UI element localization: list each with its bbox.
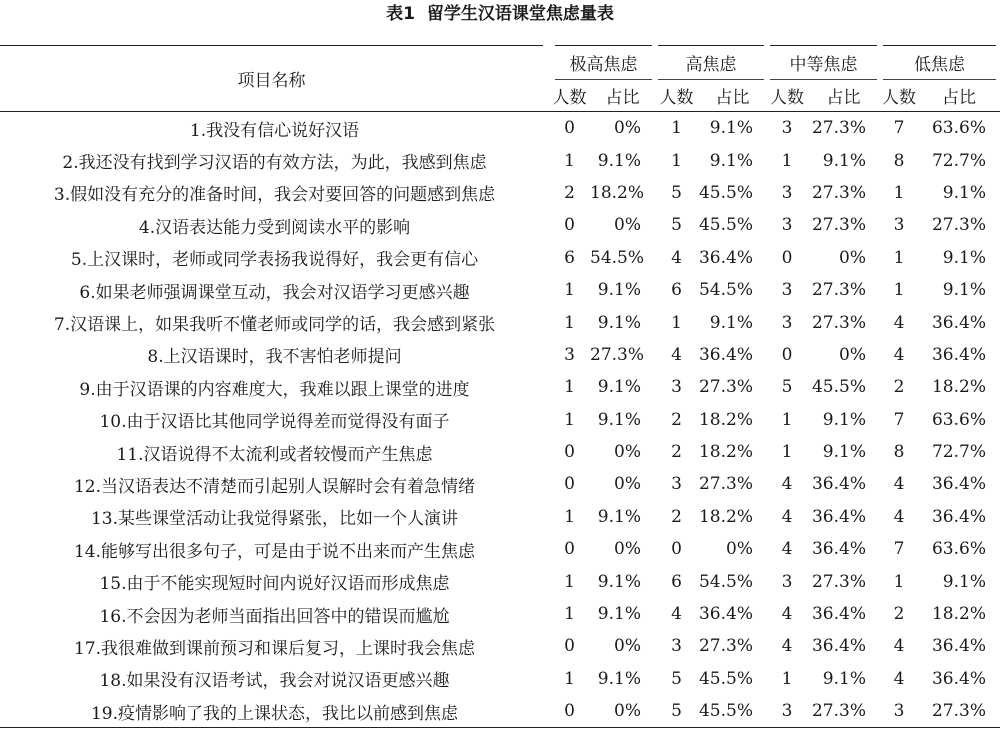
- table-row: [0, 177, 1000, 209]
- count-cell: 3: [671, 474, 682, 495]
- count-cell: 0: [549, 695, 590, 728]
- count-cell: 5: [671, 668, 682, 689]
- count-cell: 3: [781, 571, 793, 592]
- ratio-cell: 9.1%: [597, 280, 641, 301]
- item-name-cell: 12.当汉语表达不清楚而引起别人误解时会有着急情绪: [73, 476, 476, 497]
- group-header-high: 高焦虑: [655, 46, 767, 80]
- count-cell: 2: [671, 506, 682, 527]
- ratio-cell: 9.1%: [822, 150, 866, 171]
- count-cell: 5: [655, 695, 698, 728]
- sub-header-ratio: 占比: [918, 80, 1000, 112]
- table-row: [0, 436, 1000, 468]
- count-cell: 1: [564, 571, 575, 592]
- item-name-cell: 3.假如没有充分的准备时间，我会对要回答的问题感到焦虑: [53, 185, 496, 206]
- ratio-cell: 45.5%: [698, 215, 753, 236]
- count-cell: 0: [564, 442, 575, 463]
- ratio-cell: 0%: [726, 539, 753, 560]
- item-name-cell: 6.如果老师强调课堂互动，我会对汉语学习更感兴趣: [79, 282, 470, 303]
- ratio-cell: 9.1%: [597, 377, 641, 398]
- count-cell: 4: [893, 506, 905, 527]
- ratio-cell: 9.1%: [822, 668, 866, 689]
- count-cell: 4: [781, 539, 793, 560]
- table-row: [0, 533, 1000, 565]
- count-cell: 1: [564, 377, 575, 398]
- ratio-cell: 27.3%: [918, 695, 1000, 728]
- item-name-cell: 16.不会因为老师当面指出回答中的错误而尴尬: [99, 606, 450, 627]
- ratio-cell: 63.6%: [931, 409, 986, 430]
- count-cell: 4: [671, 247, 682, 268]
- item-name-cell: 13.某些课堂活动让我觉得紧张，比如一个人演讲: [90, 509, 459, 530]
- table-row: [0, 144, 1000, 176]
- ratio-cell: 45.5%: [698, 182, 753, 203]
- count-cell: 7: [893, 539, 905, 560]
- ratio-cell: 36.4%: [811, 474, 866, 495]
- count-cell: 1: [893, 571, 905, 592]
- table-row: [0, 663, 1000, 695]
- count-cell: 3: [781, 215, 793, 236]
- table-row: [0, 695, 1000, 728]
- table-row: [0, 371, 1000, 403]
- sub-header-ratio: 占比: [698, 80, 767, 112]
- ratio-cell: 9.1%: [597, 571, 641, 592]
- ratio-cell: 0%: [614, 539, 641, 560]
- count-cell: 1: [564, 506, 575, 527]
- count-cell: 4: [781, 506, 793, 527]
- count-cell: 4: [671, 604, 682, 625]
- table-row: [0, 112, 1000, 145]
- ratio-cell: 0%: [839, 344, 866, 365]
- count-cell: 1: [893, 280, 905, 301]
- count-cell: 7: [893, 118, 905, 139]
- ratio-cell: 63.6%: [931, 539, 986, 560]
- ratio-cell: 9.1%: [597, 668, 641, 689]
- table-row: [0, 306, 1000, 338]
- count-cell: 2: [671, 409, 682, 430]
- item-name-cell: 7.汉语课上，如果我听不懂老师或同学的话，我会感到紧张: [53, 315, 496, 336]
- count-cell: 3: [893, 215, 905, 236]
- count-cell: 8: [893, 442, 905, 463]
- sub-header-ratio: 占比: [807, 80, 880, 112]
- table-row: [0, 501, 1000, 533]
- count-cell: 0: [781, 344, 793, 365]
- ratio-cell: 54.5%: [590, 247, 645, 268]
- ratio-cell: 18.2%: [931, 604, 986, 625]
- count-cell: 3: [880, 695, 918, 728]
- count-cell: 6: [671, 571, 682, 592]
- ratio-cell: 36.4%: [811, 506, 866, 527]
- count-cell: 3: [671, 636, 682, 657]
- ratio-cell: 27.3%: [811, 118, 866, 139]
- ratio-cell: 9.1%: [597, 409, 641, 430]
- sub-header-count: 人数: [655, 80, 698, 112]
- item-name-cell: 5.上汉课时，老师或同学表扬我说得好，我会更有信心: [70, 250, 479, 271]
- count-cell: 1: [781, 409, 793, 430]
- ratio-cell: 9.1%: [597, 150, 641, 171]
- count-cell: 4: [893, 344, 905, 365]
- count-cell: 0: [564, 118, 575, 139]
- item-name-cell: 14.能够写出很多句子，可是由于说不出来而产生焦虑: [73, 541, 476, 562]
- count-cell: 1: [564, 280, 575, 301]
- ratio-cell: 36.4%: [931, 312, 986, 333]
- ratio-cell: 0%: [614, 474, 641, 495]
- count-cell: 0: [564, 215, 575, 236]
- ratio-cell: 27.3%: [811, 571, 866, 592]
- ratio-cell: 9.1%: [942, 571, 986, 592]
- count-cell: 1: [564, 312, 575, 333]
- count-cell: 1: [564, 409, 575, 430]
- count-cell: 3: [781, 312, 793, 333]
- ratio-cell: 27.3%: [698, 636, 753, 657]
- table-row: [0, 242, 1000, 274]
- ratio-cell: 18.2%: [590, 182, 645, 203]
- ratio-cell: 0%: [590, 695, 655, 728]
- item-name-cell: 11.汉语说得不太流利或者较慢而产生焦虑: [116, 444, 433, 465]
- ratio-cell: 36.4%: [931, 344, 986, 365]
- count-cell: 3: [564, 344, 575, 365]
- ratio-cell: 9.1%: [709, 150, 753, 171]
- sub-header-count: 人数: [880, 80, 918, 112]
- count-cell: 6: [671, 280, 682, 301]
- ratio-cell: 36.4%: [698, 604, 753, 625]
- count-cell: 2: [893, 604, 905, 625]
- count-cell: 2: [564, 182, 575, 203]
- item-name-cell: 4.汉语表达能力受到阅读水平的影响: [138, 217, 411, 238]
- table-row: [0, 274, 1000, 306]
- sub-header-ratio: 占比: [590, 80, 655, 112]
- count-cell: 4: [781, 636, 793, 657]
- ratio-cell: 36.4%: [811, 539, 866, 560]
- item-name-cell: 9.由于汉语课的内容难度大，我难以跟上课堂的进度: [79, 379, 470, 400]
- count-cell: 1: [781, 442, 793, 463]
- ratio-cell: 9.1%: [942, 182, 986, 203]
- count-cell: 1: [781, 668, 793, 689]
- table-row: [0, 598, 1000, 630]
- ratio-cell: 18.2%: [698, 409, 753, 430]
- ratio-cell: 27.3%: [811, 215, 866, 236]
- count-cell: 1: [564, 150, 575, 171]
- ratio-cell: 9.1%: [822, 409, 866, 430]
- ratio-cell: 36.4%: [931, 668, 986, 689]
- ratio-cell: 9.1%: [709, 118, 753, 139]
- count-cell: 6: [564, 247, 575, 268]
- count-cell: 7: [893, 409, 905, 430]
- ratio-cell: 9.1%: [597, 506, 641, 527]
- table-row: [0, 339, 1000, 371]
- table-row: [0, 209, 1000, 241]
- count-cell: 4: [893, 474, 905, 495]
- ratio-cell: 36.4%: [931, 636, 986, 657]
- count-cell: 1: [671, 150, 682, 171]
- ratio-cell: 9.1%: [822, 442, 866, 463]
- anxiety-scale-table: [0, 45, 1000, 728]
- ratio-cell: 54.5%: [698, 571, 753, 592]
- ratio-cell: 9.1%: [942, 280, 986, 301]
- item-name-cell: 10.由于汉语比其他同学说得差而觉得没有面子: [99, 412, 450, 433]
- ratio-cell: 0%: [614, 118, 641, 139]
- ratio-cell: 0%: [614, 215, 641, 236]
- count-cell: 3: [767, 695, 807, 728]
- count-cell: 4: [671, 344, 682, 365]
- ratio-cell: 45.5%: [698, 695, 767, 728]
- count-cell: 8: [893, 150, 905, 171]
- count-cell: 5: [781, 377, 793, 398]
- count-cell: 0: [671, 539, 682, 560]
- ratio-cell: 54.5%: [698, 280, 753, 301]
- table-number: 表1: [386, 4, 415, 24]
- ratio-cell: 0%: [839, 247, 866, 268]
- ratio-cell: 27.3%: [698, 474, 753, 495]
- ratio-cell: 45.5%: [698, 668, 753, 689]
- count-cell: 3: [671, 377, 682, 398]
- ratio-cell: 9.1%: [597, 604, 641, 625]
- count-cell: 1: [893, 182, 905, 203]
- count-cell: 1: [781, 150, 793, 171]
- table-title: 留学生汉语课堂焦虑量表: [426, 4, 614, 24]
- ratio-cell: 72.7%: [931, 150, 986, 171]
- ratio-cell: 9.1%: [709, 312, 753, 333]
- ratio-cell: 36.4%: [698, 247, 753, 268]
- sub-header-count: 人数: [549, 80, 590, 112]
- count-cell: 5: [671, 182, 682, 203]
- ratio-cell: 18.2%: [698, 506, 753, 527]
- ratio-cell: 27.3%: [811, 312, 866, 333]
- ratio-cell: 0%: [614, 636, 641, 657]
- ratio-cell: 27.3%: [698, 377, 753, 398]
- ratio-cell: 36.4%: [698, 344, 753, 365]
- count-cell: 1: [893, 247, 905, 268]
- count-cell: 1: [671, 118, 682, 139]
- count-cell: 1: [564, 604, 575, 625]
- ratio-cell: 36.4%: [931, 506, 986, 527]
- ratio-cell: 45.5%: [811, 377, 866, 398]
- item-name-cell: 17.我很难做到课前预习和课后复习，上课时我会焦虑: [73, 638, 476, 659]
- ratio-cell: 27.3%: [811, 280, 866, 301]
- ratio-cell: 36.4%: [931, 474, 986, 495]
- count-cell: 0: [564, 474, 575, 495]
- count-cell: 1: [564, 668, 575, 689]
- item-name-cell: 1.我没有信心说好汉语: [189, 120, 360, 141]
- count-cell: 0: [564, 636, 575, 657]
- count-cell: 3: [781, 280, 793, 301]
- ratio-cell: 0%: [614, 442, 641, 463]
- ratio-cell: 18.2%: [698, 442, 753, 463]
- item-name-cell: 8.上汉语课时，我不害怕老师提问: [147, 347, 402, 368]
- item-name-cell: 15.由于不能实现短时间内说好汉语而形成焦虑: [99, 574, 450, 595]
- count-cell: 4: [781, 474, 793, 495]
- ratio-cell: 18.2%: [931, 377, 986, 398]
- ratio-cell: 27.3%: [931, 215, 986, 236]
- item-name-header: 项目名称: [0, 46, 549, 112]
- count-cell: 5: [671, 215, 682, 236]
- group-header-medium: 中等焦虑: [767, 46, 880, 80]
- count-cell: 0: [781, 247, 793, 268]
- table-body: [0, 112, 1000, 728]
- count-cell: 4: [893, 636, 905, 657]
- table-row: [0, 630, 1000, 662]
- ratio-cell: 9.1%: [597, 312, 641, 333]
- table-row: [0, 404, 1000, 436]
- sub-header-count: 人数: [767, 80, 807, 112]
- count-cell: 2: [671, 442, 682, 463]
- table-row: [0, 565, 1000, 597]
- ratio-cell: 27.3%: [811, 182, 866, 203]
- ratio-cell: 27.3%: [807, 695, 880, 728]
- count-cell: 1: [671, 312, 682, 333]
- ratio-cell: 9.1%: [942, 247, 986, 268]
- group-header-very-high: 极高焦虑: [549, 46, 655, 80]
- item-name-cell: 19.疫情影响了我的上课状态，我比以前感到焦虑: [0, 695, 549, 728]
- ratio-cell: 36.4%: [811, 604, 866, 625]
- count-cell: 3: [781, 182, 793, 203]
- count-cell: 0: [564, 539, 575, 560]
- ratio-cell: 72.7%: [931, 442, 986, 463]
- item-name-cell: 2.我还没有找到学习汉语的有效方法，为此，我感到焦虑: [62, 153, 487, 174]
- count-cell: 2: [893, 377, 905, 398]
- count-cell: 4: [893, 668, 905, 689]
- count-cell: 3: [781, 118, 793, 139]
- table-caption: [0, 2, 1000, 26]
- ratio-cell: 36.4%: [811, 636, 866, 657]
- group-header-low: 低焦虑: [880, 46, 1000, 80]
- item-name-cell: 18.如果没有汉语考试，我会对说汉语更感兴趣: [99, 671, 450, 692]
- ratio-cell: 63.6%: [931, 118, 986, 139]
- count-cell: 4: [781, 604, 793, 625]
- count-cell: 4: [893, 312, 905, 333]
- table-row: [0, 468, 1000, 500]
- ratio-cell: 27.3%: [590, 344, 645, 365]
